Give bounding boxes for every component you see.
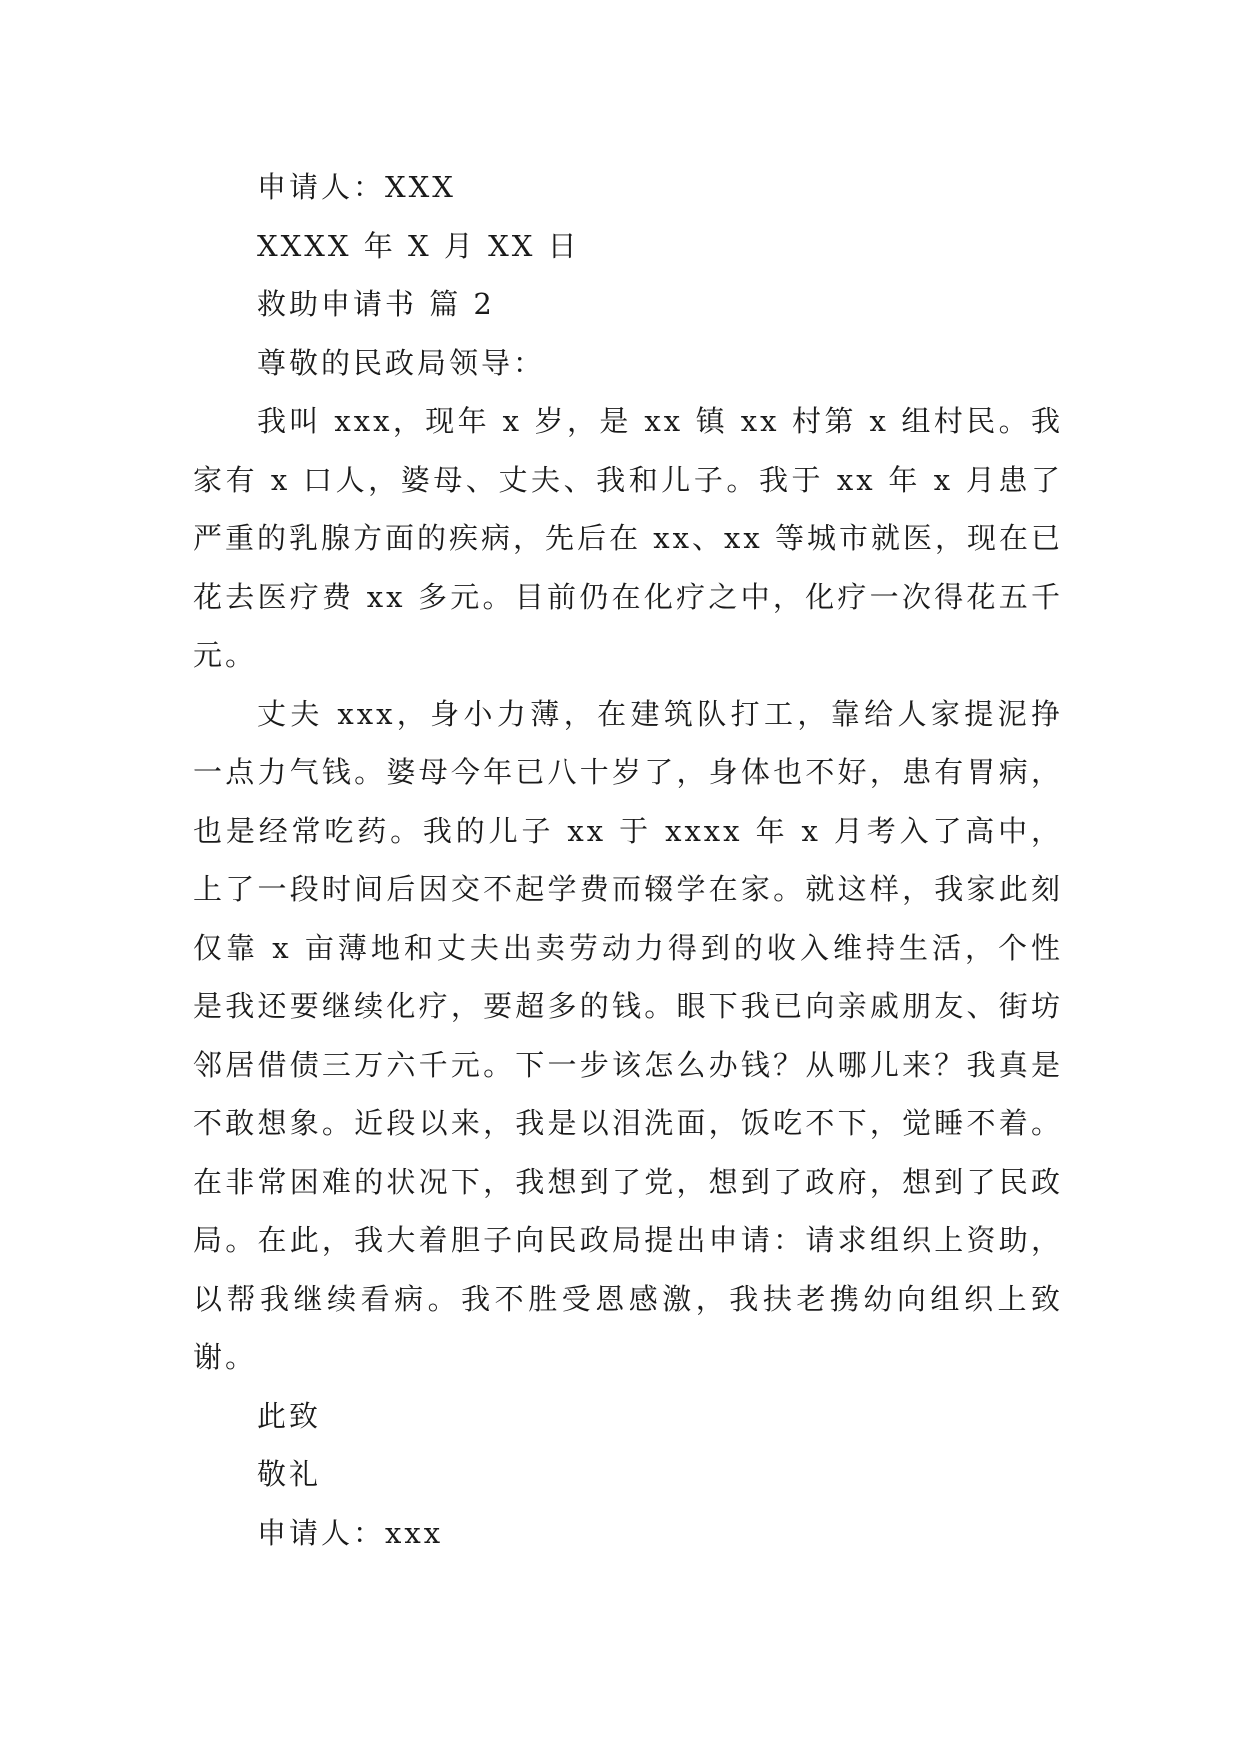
salutation: 尊敬的民政局领导： [257,345,546,380]
closing-line-2: 敬礼 [257,1457,322,1491]
closing-line-1: 此致 [257,1398,322,1433]
document-body [193,158,1063,1562]
paragraph-1: 我叫 xxx，现年 x 岁，是 xx 镇 xx 村第 x 组村民。我家有 x 口人，婆母、丈夫、我和儿子。我于 xx 年 x 月患了严重的乳腺方面的疾病，先后在 xx、xx 等城市就医，现在已花去医疗费 xx 多元。目前仍在化疗之中，化疗一次得花五千元。 [193,404,1063,672]
document-title: 救助申请书 篇 2 [257,287,495,321]
top-applicant-line: 申请人：XXX [257,170,456,204]
paragraph-2: 丈夫 xxx，身小力薄，在建筑队打工，靠给人家提泥挣一点力气钱。婆母今年已八十岁了，身体也不好，患有胃病，也是经常吃药。我的儿子 xx 于 xxxx 年 x 月考入了高中，上了一段时间后因交不起学费而辍学在家。就这样，我家此刻仅靠 x 亩薄地和丈夫出卖劳动力得到的收入维持生活，个性是我还要继续化疗，要超多的钱。眼下我已向亲戚朋友、街坊邻居借债三万六千元。下一步该怎么办钱？从哪儿来？我真是不敢想象。近段以来，我是以泪洗面，饭吃不下，觉睡不着。在非常困难的状况下，我想到了党，想到了政府，想到了民政局。在此，我大着胆子向民政局提出申请：请求组织上资助，以帮我继续看病。我不胜受恩感激，我扶老携幼向组织上致谢。 [193,696,1063,1374]
top-date-line: XXXX 年 X 月 XX 日 [257,228,580,263]
bottom-applicant-line: 申请人：xxx [257,1515,444,1550]
